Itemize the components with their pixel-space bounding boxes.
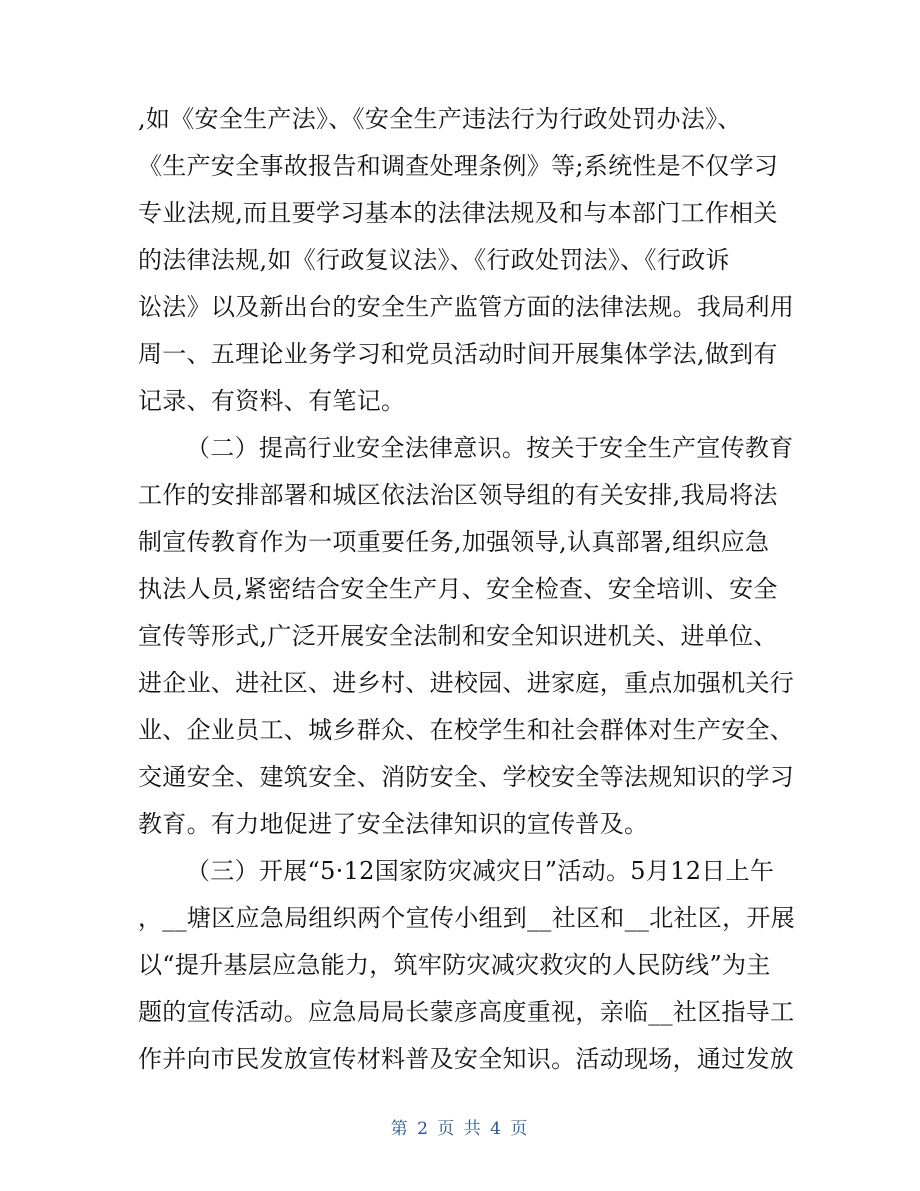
body-text: [138, 96, 795, 1083]
text-line: 作并向市民发放宣传材料普及安全知识。活动现场，通过发放: [138, 1045, 795, 1073]
paragraph-2-heading: （二）提高行业安全法律意识。按关于安全生产宣传教育: [186, 434, 794, 462]
text-line: 教育。有力地促进了安全法律知识的宣传普及。: [138, 810, 649, 838]
text-line: 周一、五理论业务学习和党员活动时间开展集体学法,做到有: [138, 340, 778, 368]
text-line: ,如《安全生产法》、《安全生产违法行为行政处罚办法》、: [138, 105, 742, 133]
text-line: ，__塘区应急局组织两个宣传小组到__社区和__北社区，开展: [138, 904, 795, 932]
text-line: 题的宣传活动。应急局局长蒙彦高度重视，亲临__社区指导工: [138, 998, 795, 1026]
text-line: 《生产安全事故报告和调查处理条例》等;系统性是不仅学习: [138, 152, 779, 180]
text-line: 进企业、进社区、进乡村、进校园、进家庭，重点加强机关行: [138, 669, 795, 697]
page-number-footer: 第 2 页 共 4 页: [390, 1119, 530, 1139]
text-line: 的法律法规,如《行政复议法》、《行政处罚法》、《行政诉: [138, 246, 730, 274]
text-line: 交通安全、建筑安全、消防安全、学校安全等法规知识的学习: [138, 763, 795, 791]
text-line: 讼法》以及新出台的安全生产监管方面的法律法规。我局利用: [138, 293, 795, 321]
paragraph-3-heading: （三）开展“5·12国家防灾减灾日”活动。5月12日上午: [186, 857, 775, 885]
text-line: 以“提升基层应急能力，筑牢防灾减灾救灾的人民防线”为主: [138, 951, 771, 979]
text-line: 专业法规,而且要学习基本的法律法规及和与本部门工作相关: [138, 199, 778, 227]
text-line: 宣传等形式,广泛开展安全法制和安全知识进机关、进单位、: [138, 622, 778, 650]
text-line: 执法人员,紧密结合安全生产月、安全检查、安全培训、安全: [138, 575, 778, 603]
text-line: 业、企业员工、城乡群众、在校学生和社会群体对生产安全、: [138, 716, 795, 744]
text-line: 记录、有资料、有笔记。: [138, 387, 406, 415]
text-line: 制宣传教育作为一项重要任务,加强领导,认真部署,组织应急: [138, 528, 770, 556]
text-line: 工作的安排部署和城区依法治区领导组的有关安排,我局将法: [138, 481, 778, 509]
